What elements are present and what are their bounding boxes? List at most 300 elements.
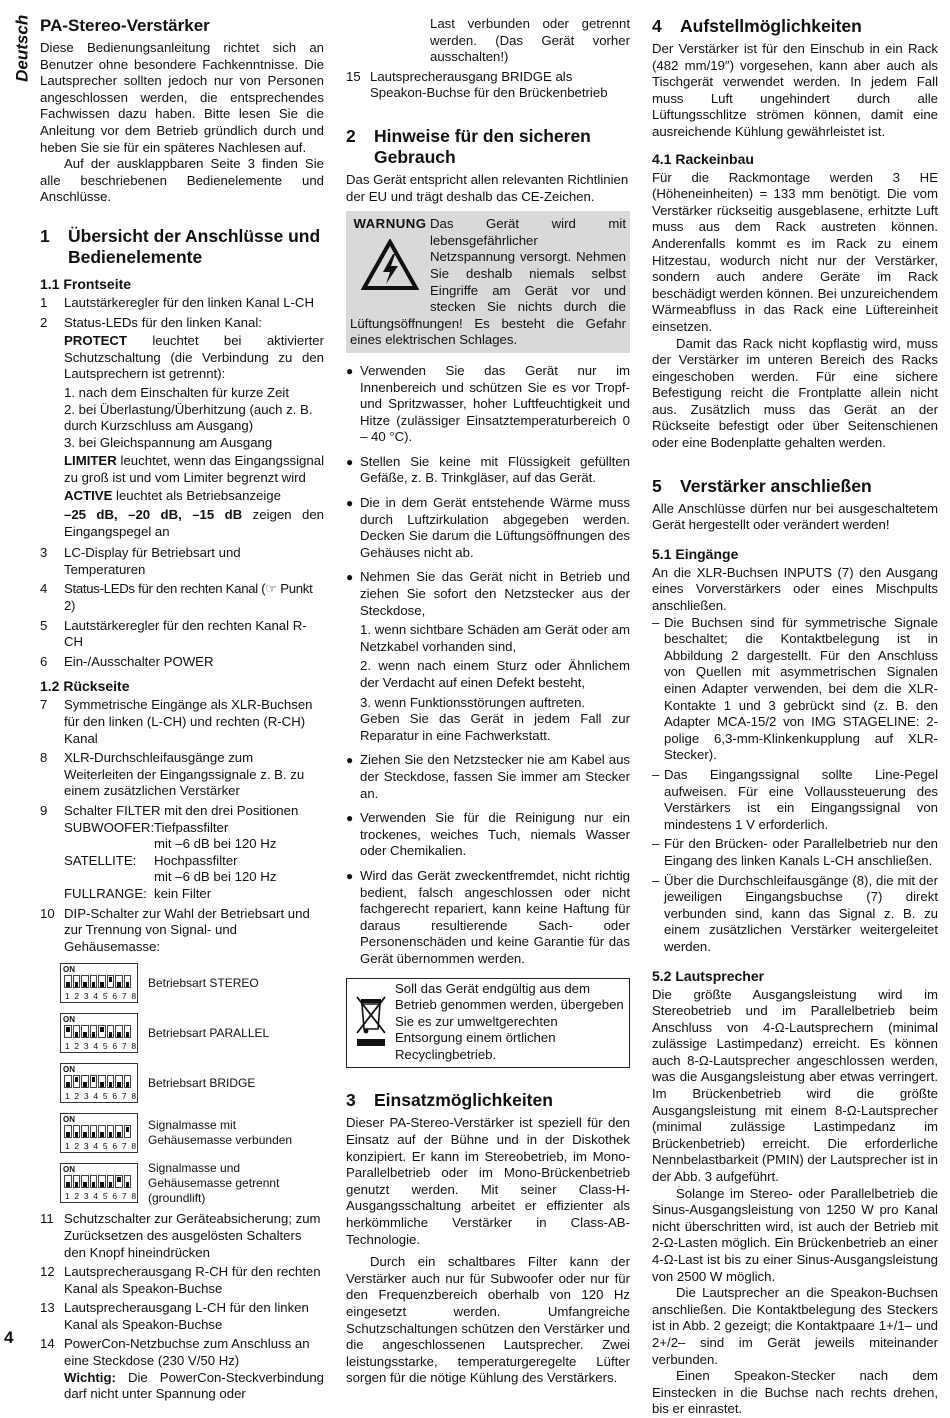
dip-switch-knob (109, 977, 113, 982)
dip-switch-knob (75, 1077, 79, 1082)
bullet-icon: ● (346, 570, 354, 585)
item-number: 13 (40, 1300, 55, 1316)
warning-text: Das Gerät wird mit lebensgefährlicher Netzspannung versorgt. Nehmen Sie deshalb niemals selbst Eingriffe am Gerät vor und stecken Sie nichts durch die Lüftungsöffnungen! Es besteht die Gefahr eines elektrischen Schlages. (350, 216, 626, 348)
dip-number-row (63, 1092, 138, 1101)
active-description (64, 488, 324, 505)
section-3-paragraph: Dieser PA-Stereo-Verstärker ist speziell für den Einsatz auf der Bühne und in der Diskothek konzipiert. Er kann im Stereobetrieb, im Mono-Parallelbetrieb oder im Mono-Brückenbetrieb genutzt werden. Mit seiner Class-H-Ausgangsschaltung arbeitet er effizienter als herkömmliche Verstärker in Class-AB-Technologie. (346, 1115, 630, 1247)
dip-number: 1 (64, 1141, 70, 1152)
db-label: –25 dB, –20 dB, –15 dB (64, 507, 243, 523)
dip-number: 4 (93, 1141, 99, 1152)
dip-switch (115, 1125, 123, 1138)
column-2 (346, 16, 630, 1387)
section-4-1-paragraph: Damit das Rack nicht kopflastig wird, muss der Verstärker im unteren Bereich des Racks eingeschoben werden. Für eine sichere Befestigung reicht die Frontplatte allein nicht aus. Zusätzlich muss das Gerät an der Rückseite befestigt oder über Seitenschienen oder eine Bodenplatte gehalten werden. (652, 335, 938, 451)
dip-figure-stereo (60, 961, 324, 1005)
column-1 (40, 16, 324, 1406)
dip-switch-row (64, 1175, 131, 1188)
item-number: 6 (40, 653, 48, 669)
list-item (40, 1300, 324, 1333)
filter-value: kein Filter (154, 885, 212, 901)
dip-switch-knob (126, 1082, 130, 1087)
dip-switch (90, 1175, 98, 1188)
dip-figure-ground-connected (60, 1111, 324, 1155)
dip-switch (107, 1125, 115, 1138)
dash-text: Über die Durchschleifausgänge (8), die mit der jeweiligen Eingangsbuchse (7) direkt verbunden sind, kann das Signal z. B. zu einem zusätzlichen Verstärker weitergeleitet werden. (664, 872, 938, 954)
section-5-paragraph: Alle Anschlüsse dürfen nur bei ausgeschaltetem Gerät hergestellt oder verändert werden! (652, 500, 938, 533)
dip-switch (98, 1025, 106, 1038)
dip-switch-knob (66, 1182, 70, 1187)
dip-figure-parallel (60, 1011, 324, 1055)
dip-switch-diagram (60, 1163, 138, 1203)
dash-text: Das Eingangssignal sollte Line-Pegel aufweisen. Für eine Vollaussteuerung des Verstärkers ist ein Eingangssignal von mindestens 1 V erforderlich. (664, 766, 938, 832)
dip-number: 2 (74, 991, 80, 1002)
protect-case-2: 2. bei Überlastung/Überhitzung (auch z. B. durch Kurzschluss am Ausgang) (64, 401, 313, 434)
filter-key: FULLRANGE: (64, 885, 147, 901)
dip-switch (81, 1075, 89, 1088)
section-3-paragraph: Durch ein schaltbares Filter kann der Verstärker auch nur für Subwoofer oder nur für den Frequenzbereich oberhalb von 120 Hz eingesetzt werden. Umfangreiche Schutzschaltungen schützen den Verstärker und die angeschlossenen Lautsprecher. Zwei leistungsstarke, temperaturgeregelte Lüfter sorgen für die nötige Kühlung des Verstärkers. (346, 1254, 630, 1386)
bullet-text: Wird das Gerät zweckentfremdet, nicht richtig bedient, falsch angeschlossen oder nicht fachgerecht repariert, kann keine Haftung für daraus resultierende Sach- oder Personenschäden und keine Garantie für das Gerät übernommen werden. (360, 867, 630, 966)
intro-paragraph: Diese Bedienungsanleitung richtet sich an Benutzer ohne besondere Fachkenntnisse. Die Lautsprecher sollten jedoch nur von Personen angeschlossen werden, die entsprechendes Fachwissen dazu haben. Bitte lesen Sie die Anleitung vor dem Betrieb gründlich durch und heben Sie sie für ein späteres Nachlesen auf. (40, 40, 324, 155)
dip-switch-diagram (60, 1063, 138, 1103)
dip-switch-knob (100, 982, 104, 987)
dip-switch-row (64, 975, 131, 988)
dip-on-label: ON (63, 1165, 75, 1175)
language-tab: Deutsch (12, 14, 32, 82)
dip-switch (73, 975, 81, 988)
dip-number-row (63, 992, 138, 1001)
dip-switch-knob (75, 1032, 79, 1037)
dip-switch (73, 1175, 81, 1188)
dip-on-label: ON (63, 1015, 75, 1025)
dip-number-row (63, 1142, 138, 1151)
dip-number: 5 (102, 1141, 108, 1152)
dip-switch-knob (109, 1182, 113, 1187)
item-text: Lautsprecherausgang R-CH für den rechten Kanal als Speakon-Buchse (64, 1264, 321, 1296)
dip-number: 7 (121, 1141, 127, 1152)
item-text: PowerCon-Netzbuchse zum Anschluss an eine Steckdose (230 V/50 Hz) (64, 1336, 310, 1369)
item-text: Lautstärkeregler für den rechten Kanal R-CH (64, 617, 307, 650)
db-description (64, 507, 324, 540)
list-item (40, 545, 324, 578)
dip-switch-row (64, 1025, 131, 1038)
item-text: Ein-/Ausschalter POWER (64, 653, 214, 669)
item-number: 10 (40, 905, 55, 921)
dip-number: 6 (112, 1141, 118, 1152)
bullet-icon: ● (346, 811, 354, 826)
dip-on-label: ON (63, 1115, 75, 1125)
dash-item: – Für den Brücken- oder Parallelbetrieb nur den Eingang des linken Kanals L-CH anschließen. (652, 836, 938, 868)
section-number: 2 (346, 125, 356, 146)
section-5-heading (652, 476, 938, 497)
safety-bullet (346, 868, 630, 968)
dip-switch (124, 1075, 132, 1088)
dip-switch-knob (109, 1082, 113, 1087)
dip-switch (124, 1025, 132, 1038)
list-item (40, 315, 324, 543)
dip-switch (107, 1075, 115, 1088)
section-number: 3 (346, 1090, 356, 1111)
dip-switch (73, 1025, 81, 1038)
dip-number: 4 (93, 1191, 99, 1202)
dip-number: 3 (83, 1041, 89, 1052)
dip-number: 8 (131, 991, 137, 1002)
dip-number: 7 (121, 1091, 127, 1102)
bullet-text: Stellen Sie keine mit Flüssigkeit gefüllten Gefäße, z. B. Trinkgläser, auf das Gerät. (360, 453, 630, 486)
item-number: 4 (40, 581, 48, 597)
dip-switch-knob (92, 1132, 96, 1137)
item-text-block (64, 1336, 324, 1402)
dip-number: 5 (102, 1041, 108, 1052)
bullet-subcase: 1. wenn sichtbare Schäden am Gerät oder am Netzkabel vorhanden sind, (360, 622, 630, 654)
safety-bullet (346, 454, 630, 487)
dip-switch-knob (100, 1082, 104, 1087)
protect-case-3: 3. bei Gleichspannung am Ausgang (64, 434, 273, 450)
dip-number: 4 (93, 1041, 99, 1052)
dip-number: 4 (93, 1091, 99, 1102)
section-2-intro: Das Gerät entspricht allen relevanten Richtlinien der EU und trägt deshalb das CE-Zeichen. (346, 171, 629, 204)
high-voltage-warning-icon (361, 239, 419, 291)
item-text-block (64, 315, 324, 543)
item-text: XLR-Durchschleifausgänge zum Weiterleiten der Eingangssignale z. B. zu einem zusätzlichen Verstärker (64, 750, 305, 799)
section-number: 4 (652, 16, 662, 36)
warning-box (346, 211, 630, 353)
dip-figure-groundlift (60, 1161, 324, 1205)
dip-caption: Betriebsart PARALLEL (148, 1025, 270, 1040)
limiter-label: LIMITER (64, 453, 117, 469)
list-item (40, 803, 324, 903)
item-number: 14 (40, 1336, 55, 1352)
dip-switch (115, 1075, 123, 1088)
dip-switch-knob (83, 1032, 87, 1037)
item-number: 9 (40, 802, 48, 818)
item-number: 8 (40, 750, 48, 766)
dip-caption: Betriebsart BRIDGE (148, 1075, 256, 1090)
dip-number: 1 (64, 1041, 70, 1052)
list-item (40, 581, 324, 614)
section-4-1-paragraph: Für die Rackmontage werden 3 HE (Höheneinheiten) = 133 mm benötigt. Die vom Verstärker rückseitig ausgeblasene, erhitzte Luft muss aus dem Rack austreten können. Anderenfalls kommt es im Rack zu einem Hitzestau, wodurch nicht nur der Verstärker, sondern auch andere Geräte im Rack beschädigt werden können. Bei unzureichendem Wärmeabfluss in das Rack eine Lüftereinheit einsetzen. (652, 169, 938, 334)
dip-number: 6 (112, 1191, 118, 1202)
bullet-icon: ● (346, 454, 354, 469)
dip-switch-knob (100, 1182, 104, 1187)
dip-switch-knob (117, 1082, 121, 1087)
dip-number: 6 (112, 1091, 118, 1102)
dip-switch (73, 1075, 81, 1088)
bullet-text: Die in dem Gerät entstehende Wärme muss durch Luftzirkulation abgegeben werden. Decken Sie darum die Lüftungsöffnungen des Gehäuses nicht ab. (360, 495, 630, 560)
item-text: Status-LEDs für den rechten Kanal (☞ Punkt 2) (64, 581, 313, 614)
dip-switch (64, 1075, 72, 1088)
bullet-icon: ● (346, 868, 354, 883)
section-title: Einsatzmöglichkeiten (374, 1090, 553, 1111)
dip-number: 8 (131, 1141, 137, 1152)
filter-value: Hochpassfilter (154, 852, 238, 868)
db-text: zeigen den Eingangspegel an (64, 507, 324, 539)
bullet-subcase: 3. wenn Funktionsstörungen auftreten. (360, 694, 586, 710)
dip-switch-knob (75, 1182, 79, 1187)
item-number: 3 (40, 545, 48, 561)
list-item (40, 295, 324, 312)
dip-switch (98, 975, 106, 988)
dip-switch-knob (66, 1082, 70, 1087)
dip-switch (81, 975, 89, 988)
section-title: Hinweise für den sicheren Gebrauch (374, 125, 591, 167)
dip-number: 4 (93, 991, 99, 1002)
dip-switch-knob (66, 1132, 70, 1137)
item-number: 15 (346, 68, 361, 84)
item-number: 2 (40, 314, 48, 330)
list-item (40, 1264, 324, 1297)
dip-number: 5 (102, 1191, 108, 1202)
dip-switch (90, 1075, 98, 1088)
dip-switch-knob (75, 1132, 79, 1137)
dip-number: 5 (102, 1091, 108, 1102)
dip-switch (115, 1025, 123, 1038)
section-4-paragraph: Der Verstärker ist für den Einschub in ein Rack (482 mm/19″) vorgesehen, kann aber auch als Tischgerät verwendet werden. In jedem Fall muss Luft ungehindert durch alle Lüftungsschlitze strömen können, damit eine ausreichende Kühlung gewährleistet ist. (652, 41, 938, 139)
dip-switch (64, 1125, 72, 1138)
item-text: Lautsprecherausgang BRIDGE als Speakon-Buchse für den Brückenbetrieb (370, 68, 608, 101)
dip-number: 5 (102, 991, 108, 1002)
subsection-4-1-heading: 4.1 Rackeinbau (652, 150, 754, 167)
subsection-5-2-heading: 5.2 Lautsprecher (652, 967, 765, 984)
list-item (40, 697, 324, 747)
dip-switch-knob (117, 1177, 121, 1182)
dip-on-label: ON (63, 1065, 75, 1075)
dip-switch (81, 1025, 89, 1038)
safety-bullet (346, 569, 630, 744)
dip-figure-bridge (60, 1061, 324, 1105)
list-item (40, 1336, 324, 1402)
item-number: 1 (40, 294, 48, 310)
important-label: Wichtig: (64, 1369, 116, 1385)
dip-switch-diagram (60, 963, 138, 1003)
dip-number: 6 (112, 1041, 118, 1052)
dip-switch-knob (83, 1082, 87, 1087)
dip-switch-knob (92, 1182, 96, 1187)
active-text: leuchtet als Betriebsanzeige (112, 488, 281, 504)
section-number: 5 (652, 475, 662, 496)
dip-caption: Signalmasse und Gehäusemasse getrennt (groundlift) (148, 1160, 280, 1205)
bullet-text-block (360, 569, 630, 744)
dash-item: – Das Eingangssignal sollte Line-Pegel aufweisen. Für eine Vollaussteuerung des Verstärkers ist ein Eingangssignal von mindestens 1 V erforderlich. (652, 766, 938, 832)
section-3-heading (346, 1090, 630, 1111)
dip-switch-diagram (60, 1013, 138, 1053)
page-number: 4 (4, 1328, 14, 1347)
dip-switch (81, 1175, 89, 1188)
bullet-text: Geben Sie das Gerät in jedem Fall zur Reparatur in eine Fachwerkstatt. (360, 711, 630, 743)
dip-number: 8 (131, 1041, 137, 1052)
section-title: Aufstellmöglichkeiten (680, 16, 862, 36)
dip-caption: Betriebsart STEREO (148, 975, 259, 990)
filter-value: Tiefpassfilter (154, 819, 229, 835)
item-14-continued: Last verbunden oder getrennt werden. (Das Gerät vorher ausschalten!) (430, 16, 630, 65)
dip-number: 8 (131, 1091, 137, 1102)
list-item (346, 69, 630, 102)
dip-switch (107, 1175, 115, 1188)
dip-number: 1 (64, 1091, 70, 1102)
item-text: Lautsprecherausgang L-CH für den linken Kanal als Speakon-Buchse (64, 1300, 309, 1332)
dip-switch (98, 1075, 106, 1088)
item-number: 11 (40, 1211, 54, 1227)
dip-switch (90, 1025, 98, 1038)
dip-number-row (63, 1192, 138, 1201)
bullet-text: Verwenden Sie für die Reinigung nur ein trockenes, weiches Tuch, niemals Wasser oder Chemikalien. (360, 810, 630, 859)
item-text: DIP-Schalter zur Wahl der Betriebsart und zur Trennung von Signal- und Gehäusemasse: (64, 905, 310, 954)
dip-switch-knob (126, 982, 130, 987)
dip-number: 7 (121, 1041, 127, 1052)
dip-switch-knob (83, 1182, 87, 1187)
item-text: Lautstärkeregler für den linken Kanal L-CH (64, 294, 314, 310)
dip-switch (124, 1125, 132, 1138)
section-title: Übersicht der Anschlüsse und Bedienelemente (68, 225, 321, 267)
dip-switch (107, 975, 115, 988)
item-number: 12 (40, 1264, 55, 1280)
dip-switch (64, 1025, 72, 1038)
dip-switch-knob (66, 982, 70, 987)
dip-number: 2 (74, 1191, 80, 1202)
section-number: 1 (40, 225, 50, 246)
list-item (40, 906, 324, 956)
dip-switch-knob (75, 982, 79, 987)
dip-number: 6 (112, 991, 118, 1002)
filter-key: SATELLITE: (64, 852, 137, 868)
important-text: Die PowerCon-Steckverbindung darf nicht unter Spannung oder (64, 1369, 324, 1402)
list-item (40, 654, 324, 671)
dip-switch-knob (109, 1132, 113, 1137)
dip-switch-knob (117, 982, 121, 987)
dip-switch (98, 1125, 106, 1138)
safety-bullet (346, 495, 630, 561)
bullet-icon: ● (346, 496, 354, 511)
dash-item: – Die Buchsen sind für symmetrische Signale beschaltet; die Kontaktbelegung ist in Abbildung 2 dargestellt. Für den Anschluss von Quellen mit asymmetrischen Signalen einen Adapter verwenden, bei dem die XLR-Kontakte 1 und 3 gebrückt sind (z. B. den Adapter MCA-15/2 von IMG STAGELINE: 2-polige 6,3-mm-Klinkenkupplung auf XLR-Stecker). (652, 614, 938, 763)
intro-paragraph-2: Auf der ausklappbaren Seite 3 finden Sie alle beschriebenen Bedienelemente und Anschlüsse. (40, 156, 324, 205)
disposal-notice (346, 978, 630, 1069)
dip-switch (115, 1175, 123, 1188)
bullet-text: Ziehen Sie den Netzstecker nie am Kabel aus der Steckdose, fassen Sie immer am Stecker an. (360, 752, 630, 801)
safety-bullet (346, 363, 630, 446)
filter-table (64, 820, 324, 903)
section-title: Verstärker anschließen (680, 475, 872, 496)
dip-switch-row (64, 1075, 131, 1088)
filter-value: mit –6 dB bei 120 Hz (154, 869, 277, 885)
dip-number: 2 (74, 1141, 80, 1152)
dash-text: Für den Brücken- oder Parallelbetrieb nur den Eingang des linken Kanals L-CH anschließen. (664, 836, 938, 868)
dip-switch-knob (92, 1077, 96, 1082)
section-5-2-paragraph: Die Lautsprecher an die Speakon-Buchsen anschließen. Die Kontaktbelegung des Steckers ist in Abb. 2 gezeigt; die Kontaktpaare 1+/1– und 2+/2– sind im Gerät jeweils miteinander verbunden. (652, 1285, 938, 1367)
item-number: 7 (40, 697, 48, 713)
limiter-description (64, 453, 324, 486)
section-5-1-paragraph: An die XLR-Buchsen INPUTS (7) den Ausgang eines Vorverstärkers oder eines Mischpults anschließen. (652, 564, 938, 614)
subsection-1-2-heading: 1.2 Rückseite (40, 678, 130, 695)
bullet-icon: ● (346, 363, 354, 378)
list-item (40, 750, 324, 800)
dip-switch-knob (109, 1032, 113, 1037)
dip-switch (98, 1175, 106, 1188)
dip-switch-knob (117, 1032, 121, 1037)
list-item (40, 1211, 324, 1261)
list-item (40, 618, 324, 651)
protect-case-1: 1. nach dem Einschalten für kurze Zeit (64, 384, 290, 400)
item-text: LC-Display für Betriebsart und Temperaturen (64, 545, 241, 577)
dip-number-row (63, 1042, 138, 1051)
dip-caption: Signalmasse mit Gehäusemasse verbunden (148, 1118, 293, 1148)
dip-number: 3 (83, 1141, 89, 1152)
dip-number: 1 (64, 1191, 70, 1202)
dip-switch (64, 1175, 72, 1188)
item-text: Schalter FILTER mit den drei Positionen (64, 802, 299, 818)
warning-title: WARNUNG (353, 216, 427, 232)
dip-number: 7 (121, 991, 127, 1002)
subsection-5-1-heading: 5.1 Eingänge (652, 545, 739, 562)
filter-value: mit –6 dB bei 120 Hz (154, 836, 277, 852)
bullet-text: Verwenden Sie das Gerät nur im Innenbereich und schützen Sie es vor Tropf- und Spritzwasser, hoher Luftfeuchtigkeit und Hitze (zulässiger Einsatztemperaturbereich 0 – 40 °C). (360, 362, 630, 445)
bullet-subcase: 2. wenn nach einem Sturz oder Ähnlichem der Verdacht auf einen Defekt besteht, (360, 658, 630, 690)
dip-switch-knob (83, 982, 87, 987)
dip-switch (81, 1125, 89, 1138)
limiter-text: leuchtet, wenn das Eingangssignal zu groß ist und vom Limiter begrenzt wird (64, 453, 324, 485)
section-1-heading (40, 226, 324, 268)
section-5-2-paragraph: Solange im Stereo- oder Parallelbetrieb die Sinus-Ausgangsleistung von 1250 W pro Kanal nicht überschritten wird, ist auch der Betrieb mit 2-Ω-Lasten möglich. Ein Brückenbetrieb an einer 4-Ω-Last ist bis zu einer Sinus-Ausgangsleistung von 2500 W möglich. (652, 1185, 938, 1284)
protect-description (64, 333, 324, 383)
dip-switch (115, 975, 123, 988)
dip-switch-knob (92, 1032, 96, 1037)
dip-number: 3 (83, 991, 89, 1002)
subsection-1-1-heading: 1.1 Frontseite (40, 275, 132, 292)
item-text-block (64, 803, 324, 903)
bullet-icon: ● (346, 753, 354, 768)
dip-number: 7 (121, 1191, 127, 1202)
item-text: Symmetrische Eingänge als XLR-Buchsen für den linken (L-CH) und rechten (R-CH) Kanal (64, 697, 313, 746)
dip-switch-knob (100, 1132, 104, 1137)
safety-bullet (346, 752, 630, 802)
dip-number: 3 (83, 1191, 89, 1202)
dip-switch-knob (83, 1132, 87, 1137)
important-note (64, 1370, 324, 1403)
protect-label: PROTECT (64, 333, 128, 349)
item-text: Status-LEDs für den linken Kanal: (64, 314, 262, 330)
dip-switch-knob (92, 982, 96, 987)
dip-number: 2 (74, 1091, 80, 1102)
dash-text: Die Buchsen sind für symmetrische Signale beschaltet; die Kontaktbelegung ist in Abbildung 2 dargestellt. Für den Anschluss von Quellen mit asymmetrischen Signalen einen Adapter verwenden, bei dem die XLR-Kontakte 1 und 3 gebrückt sind (z. B. den Adapter MCA-15/2 von IMG STAGELINE: 2-polige 6,3-mm-Klinkenkupplung auf XLR-Stecker). (664, 614, 938, 763)
dip-switch-knob (66, 1027, 70, 1032)
dip-switch (107, 1025, 115, 1038)
section-2-heading (346, 126, 630, 168)
section-4-heading (652, 16, 938, 37)
dip-switch-knob (126, 1032, 130, 1037)
dip-switch (64, 975, 72, 988)
dip-switch (124, 975, 132, 988)
dip-number: 2 (74, 1041, 80, 1052)
dash-item: – Über die Durchschleifausgänge (8), die mit der jeweiligen Eingangsbuchse (7) direkt verbunden sind, kann das Signal z. B. zu einem zusätzlichen Verstärker weitergeleitet werden. (652, 872, 938, 954)
safety-bullet (346, 810, 630, 860)
dip-switch (90, 1125, 98, 1138)
item-number: 5 (40, 617, 48, 633)
dip-switch-knob (126, 1182, 130, 1187)
disposal-text: Soll das Gerät endgültig aus dem Betrieb genommen werden, übergeben Sie es zur umweltgerechten Entsorgung einem örtlichen Recyclingbetrieb. (395, 980, 624, 1062)
dip-switch (90, 975, 98, 988)
dip-switch-knob (126, 1127, 130, 1132)
crossed-out-bin-icon (351, 981, 391, 1064)
dip-switch-row (64, 1125, 131, 1138)
dip-on-label: ON (63, 965, 75, 975)
section-5-2-paragraph: Einen Speakon-Stecker nach dem Einstecken in die Buchse nach rechts drehen, bis er einrastet. (652, 1368, 938, 1417)
protect-text: leuchtet bei aktivierter Schutzschaltung (die Verbindung zu den Lautsprechern ist getrennt): (64, 333, 324, 382)
column-3 (652, 16, 938, 1418)
dip-switch (124, 1175, 132, 1188)
section-5-2-paragraph: Die größte Ausgangsleistung wird im Stereobetrieb und im Parallelbetrieb beim Anschluss von 4-Ω-Lautsprechern (minimal zulässige Lastimpedanz) erreicht. Es können auch 8-Ω-Lautsprecher angeschlossen werden, was die Ausgangsleistung aber etwas verringert. Im Brückenbetrieb wird die größte Ausgangsleistung mit einem 8-Ω-Lautsprecher (minimal zulässige Lastimpedanz im Brückenbetrieb) erreicht. Die erforderliche Nennbelastbarkeit (PMIN) der Lautsprecher ist in der Abb. 3 aufgeführt. (652, 986, 938, 1185)
document-title: PA-Stereo-Verstärker (40, 16, 210, 35)
warning-symbol-block (350, 216, 430, 308)
dip-switch (73, 1125, 81, 1138)
dip-switch-figures (40, 961, 324, 1205)
active-label: ACTIVE (64, 488, 113, 504)
